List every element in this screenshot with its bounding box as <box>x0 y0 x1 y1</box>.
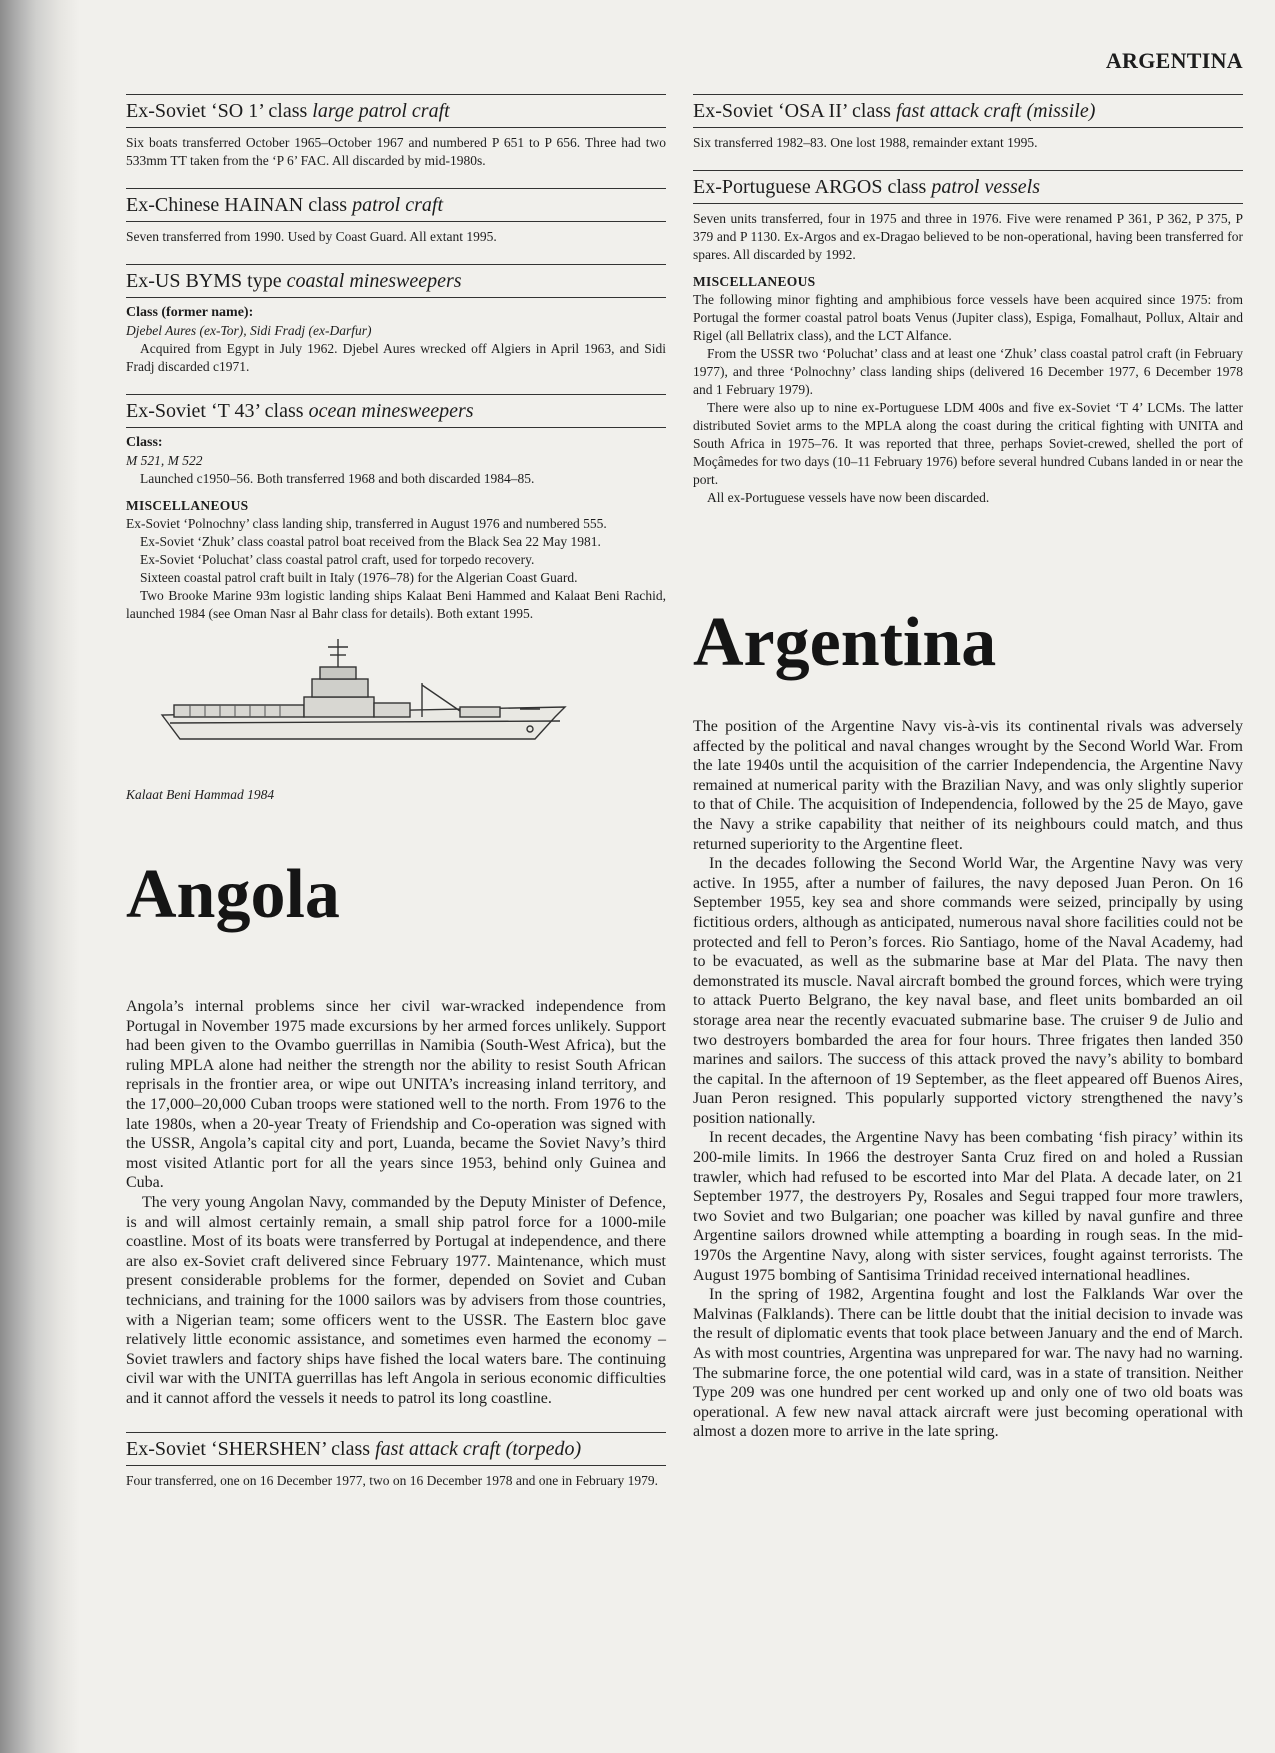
misc-paragraph: Sixteen coastal patrol craft built in Italy (1976–78) for the Algerian Coast Guard. <box>140 570 578 585</box>
misc-paragraph: From the USSR two ‘Poluchat’ class and at least one ‘Zhuk’ class coastal patrol craft (in February 1977), and three ‘Polnochny’ class landing ships (delivered 16 December 1977, 6 December 1978 and 1 February 1979). <box>693 346 1243 397</box>
section-title-main: Ex-US BYMS type <box>126 270 287 292</box>
misc-paragraph: Two Brooke Marine 93m logistic landing ships Kalaat Beni Hammed and Kalaat Beni Rachid, launched 1984 (see Oman Nasr al Bahr class for details). Both extant 1995. <box>126 588 666 621</box>
body-paragraph: The very young Angolan Navy, commanded by the Deputy Minister of Defence, is and will almost certainly remain, a small ship patrol force for a 1000-mile coastline. Most of its boats were transferred by Portugal at independence, and there are also ex-Soviet craft delivered since February 1977. Maintenance, which must present considerable problems for the former, depended on Soviet and Cuban technicians, and training for the 1000 sailors was by advisers from those countries, with a Nigerian team; some officers went to the USSR. The Eastern bloc gave relatively little economic assistance, and sometimes even harmed the economy – Soviet trawlers and factory ships have fished the local waters bare. The continuing civil war with the UNITA guerrillas has left Angola in serious economic difficulties and it cannot afford the vessels it needs to patrol its long coastline. <box>126 1193 666 1407</box>
section-title-so1 <box>126 94 666 128</box>
body-paragraph: In the decades following the Second World War, the Argentine Navy was very active. In 1955, after a number of failures, the navy deposed Juan Peron. On 16 September 1955, key sea and shore commands were seized, principally by using fictitious orders, although as anticipated, numerous naval shore facilities could not be protected and fell to Peron’s forces. Rio Santiago, home of the Naval Academy, had to be evacuated, as well as the submarine base at Mar del Plata. The navy then demonstrated its muscle. Naval aircraft bombed the ground forces, which were trying to attack Puerto Belgrano, the key naval base, and fleet units bombarded an oil storage area near the recently evacuated submarine base. The cruiser 9 de Julio and two destroyers bombarded the area for four hours. Three frigates then landed 350 marines and sailors. The success of this attack proved the navy’s ability to bombard the capital. In the afternoon of 19 September, as the fleet appeared off Buenos Aires, Juan Peron resigned. This popularly supported victory strengthened the navy’s position nationally. <box>693 855 1243 1127</box>
section-text-hainan: Seven transferred from 1990. Used by Coast Guard. All extant 1995. <box>126 229 497 244</box>
section-title-desc: ocean minesweepers <box>308 400 474 422</box>
section-title-main: Ex-Portuguese ARGOS class <box>693 176 932 198</box>
section-title-main: Ex-Soviet ‘SHERSHEN’ class <box>126 1438 376 1461</box>
section-text-so1: Six boats transferred October 1965–October 1967 and numbered P 651 to P 656. Three had two 533mm TT taken from the ‘P 6’ FAC. All discarded by mid-1980s. <box>126 135 666 168</box>
class-names-t43: M 521, M 522 <box>126 453 203 468</box>
section-title-shershen <box>126 1432 666 1466</box>
misc-paragraph: All ex-Portuguese vessels have now been discarded. <box>707 490 990 505</box>
body-paragraph: In the spring of 1982, Argentina fought and lost the Falklands War over the Malvinas (Falklands). There can be little doubt that the initial decision to invade was the result of diplomatic events that took place between January and the end of March. As with most countries, Argentina was unprepared for war. The navy had no warning. The submarine force, the one potential wild card, was in a state of transition. Neither Type 209 was one hundred per cent worked up and only one of two old boats was operational. A few new naval attack aircraft were just becoming operational with almost a dozen more to arrive in the late spring. <box>693 1286 1243 1441</box>
angola-body <box>126 997 666 1408</box>
section-title-main: Ex-Soviet ‘OSA II’ class <box>693 100 896 122</box>
country-title-angola: Angola <box>126 856 340 933</box>
section-title-hainan <box>126 188 666 222</box>
body-paragraph: In recent decades, the Argentine Navy has been combating ‘fish piracy’ within its 200-mile limits. In 1966 the destroyer Santa Cruz fired on and holed a Russian trawler, which had refused to be escorted into Mar del Plata. A decade later, on 21 September 1977, the destroyers Py, Rosales and Segui trapped four more trawlers, two Soviet and two Bulgarian; one poacher was killed by naval gunfire and three Argentine sailors drowned while attempting a boarding in rough seas. In the mid-1970s the Argentine Navy, along with sister services, fought against terrorists. The August 1975 bombing of Santisima Trinidad received international headlines. <box>693 1129 1243 1284</box>
section-title-main: Ex-Soviet ‘T 43’ class <box>126 400 309 422</box>
class-label-byms: Class (former name): <box>126 305 254 320</box>
misc-paragraph: Ex-Soviet ‘Polnochny’ class landing ship, transferred in August 1976 and numbered 555. <box>126 516 607 531</box>
section-title-main: Ex-Chinese HAINAN class <box>126 194 353 216</box>
section-text-shershen: Four transferred, one on 16 December 1977, two on 16 December 1978 and one in February 1979. <box>126 1473 658 1489</box>
misc-heading-right: MISCELLANEOUS <box>693 274 816 289</box>
section-title-byms <box>126 264 666 298</box>
page-gutter-shadow <box>0 0 80 1753</box>
section-title-desc: patrol vessels <box>931 176 1041 198</box>
section-title-main: Ex-Soviet ‘SO 1’ class <box>126 100 313 122</box>
section-title-desc: large patrol craft <box>312 100 450 122</box>
section-text-t43: Launched c1950–56. Both transferred 1968 and both discarded 1984–85. <box>140 471 535 486</box>
figure-caption: Kalaat Beni Hammad 1984 <box>126 787 275 802</box>
body-paragraph: Angola’s internal problems since her civil war-wracked independence from Portugal in November 1975 made excursions by her armed forces unlikely. Support had been given to the Ovambo guerrillas in Namibia (South-West Africa), but the ruling MPLA alone had neither the strength nor the ability to resist South African reprisals in the frontier area, or wipe out UNITA’s increasing inland territory, and the 17,000–20,000 Cuban troops were stationed well to the north. From 1976 to the late 1980s, when a 20-year Treaty of Friendship and Co-operation was signed with the USSR, Angola’s capital city and port, Luanda, became the Soviet Navy’s third most visited Atlantic port for all the years since 1953, behind only Guinea and Cuba. <box>126 998 666 1192</box>
section-title-osa <box>693 94 1243 128</box>
section-title-desc: patrol craft <box>352 194 444 216</box>
right-column <box>693 80 1243 1442</box>
section-title-desc: fast attack craft (torpedo) <box>375 1438 582 1461</box>
misc-paragraph: There were also up to nine ex-Portuguese LDM 400s and five ex-Soviet ‘T 4’ LCMs. The latter distributed Soviet arms to the MPLA along the coast during the critical fighting with UNITA and South Africa in 1975–76. It was reported that three, perhaps Soviet-crewed, shelled the port of Moçâmedes for two days (10–11 February 1976) before several hundred Cubans landed in or near the port. <box>693 400 1243 487</box>
section-title-argos <box>693 170 1243 204</box>
body-paragraph: The position of the Argentine Navy vis-à-vis its continental rivals was adversely affected by the political and naval changes wrought by the Second World War. From the late 1940s until the acquisition of the carrier Independencia, the Argentine Navy remained at numerical parity with the Brazilian Navy, and was only slightly superior to that of Chile. The acquisition of Independencia, followed by the 25 de Mayo, gave the Navy a strike capability that neither of its neighbours could match, and thus returned superiority to the Argentine fleet. <box>693 718 1243 853</box>
ship-illustration <box>126 633 666 783</box>
misc-paragraph: Ex-Soviet ‘Zhuk’ class coastal patrol boat received from the Black Sea 22 May 1981. <box>140 534 601 549</box>
section-title-desc: coastal minesweepers <box>286 270 462 292</box>
running-head: ARGENTINA <box>1105 48 1243 73</box>
ship-drawing <box>160 637 580 777</box>
section-text-osa: Six transferred 1982–83. One lost 1988, remainder extant 1995. <box>693 135 1038 150</box>
left-column <box>126 80 666 1490</box>
class-label-t43: Class: <box>126 435 163 450</box>
misc-heading-left: MISCELLANEOUS <box>126 498 249 513</box>
misc-paragraph: The following minor fighting and amphibious force vessels have been acquired since 1975: from Portugal the former coastal patrol boats Venus (Jupiter class), Espiga, Fomalhaut, Pollux, Altair and Rigel (all Bellatrix class), and the LCT Alfance. <box>693 292 1243 343</box>
section-text-byms: Acquired from Egypt in July 1962. Djebel Aures wrecked off Algiers in April 1963, and Sidi Fradj discarded c1971. <box>126 341 666 374</box>
class-names-byms: Djebel Aures (ex-Tor), Sidi Fradj (ex-Darfur) <box>126 323 372 338</box>
country-title-argentina: Argentina <box>693 604 997 681</box>
argentina-body <box>693 717 1243 1442</box>
section-title-desc: fast attack craft (missile) <box>895 100 1096 122</box>
section-text-argos: Seven units transferred, four in 1975 and three in 1976. Five were renamed P 361, P 362, P 375, P 379 and P 1130. Ex-Argos and ex-Dragao believed to be non-operational, having been transferred for spares. All discarded by 1992. <box>693 211 1243 262</box>
section-title-t43 <box>126 394 666 428</box>
misc-paragraph: Ex-Soviet ‘Poluchat’ class coastal patrol craft, used for torpedo recovery. <box>140 552 535 567</box>
